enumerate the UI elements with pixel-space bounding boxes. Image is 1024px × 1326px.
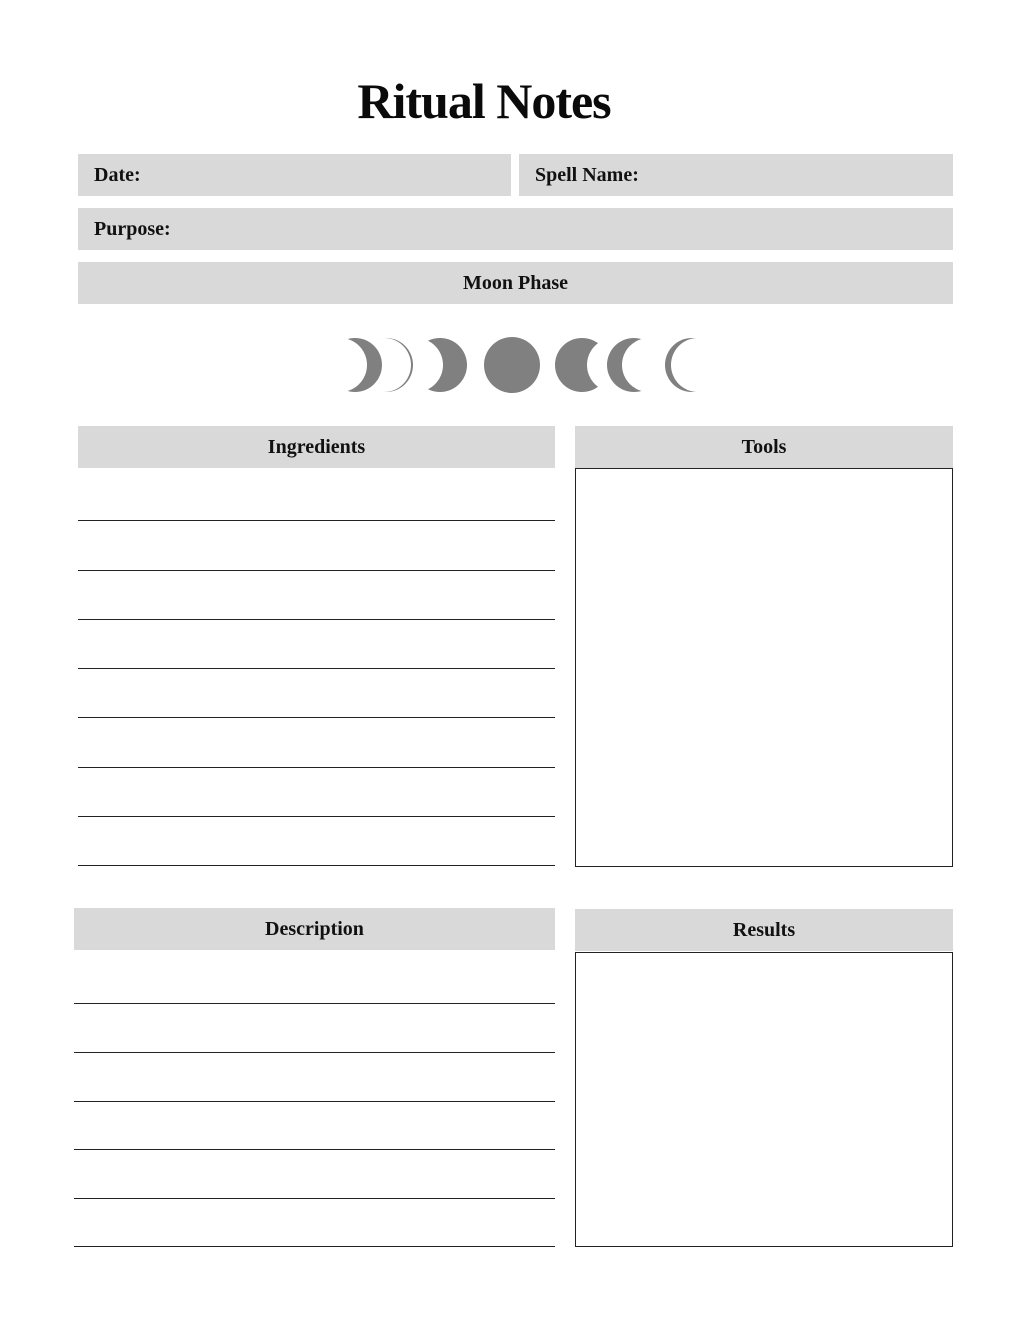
description-line[interactable]	[74, 1198, 555, 1199]
results-box[interactable]	[575, 952, 953, 1247]
waning-crescent-icon	[665, 338, 704, 392]
ingredients-line[interactable]	[78, 570, 555, 571]
results-label: Results	[732, 918, 796, 941]
description-line[interactable]	[74, 1246, 555, 1247]
ingredients-line[interactable]	[78, 767, 555, 768]
description-line[interactable]	[74, 1003, 555, 1004]
date-field[interactable]	[78, 154, 511, 196]
moon-phase-label: Moon Phase	[463, 271, 568, 294]
moon-phase-header	[78, 262, 953, 304]
full-moon-icon	[484, 337, 540, 393]
tools-box[interactable]	[575, 468, 953, 867]
results-header	[575, 909, 953, 951]
ingredients-header	[78, 426, 555, 468]
ingredients-line[interactable]	[78, 865, 555, 866]
moon-phase-icons	[328, 336, 704, 394]
purpose-label: Purpose:	[94, 217, 171, 240]
description-line[interactable]	[74, 1052, 555, 1053]
ingredients-label: Ingredients	[267, 435, 366, 458]
waning-gibbous-icon	[555, 338, 609, 392]
spell-name-label: Spell Name:	[535, 163, 639, 186]
ingredients-line[interactable]	[78, 668, 555, 669]
ingredients-line[interactable]	[78, 816, 555, 817]
description-line[interactable]	[74, 1149, 555, 1150]
ingredients-line[interactable]	[78, 520, 555, 521]
ingredients-line[interactable]	[78, 619, 555, 620]
description-label: Description	[265, 917, 364, 940]
waning-crescent-icon	[607, 338, 661, 392]
description-header	[74, 908, 555, 950]
tools-header	[575, 426, 953, 468]
spell-name-field[interactable]	[519, 154, 953, 196]
tools-label: Tools	[741, 435, 787, 458]
date-label: Date:	[94, 163, 141, 186]
purpose-field[interactable]	[78, 208, 953, 250]
ingredients-line[interactable]	[78, 717, 555, 718]
waxing-gibbous-icon	[413, 338, 467, 392]
waxing-crescent-icon	[359, 338, 413, 392]
description-line[interactable]	[74, 1101, 555, 1102]
page-title: Ritual Notes	[357, 73, 611, 129]
